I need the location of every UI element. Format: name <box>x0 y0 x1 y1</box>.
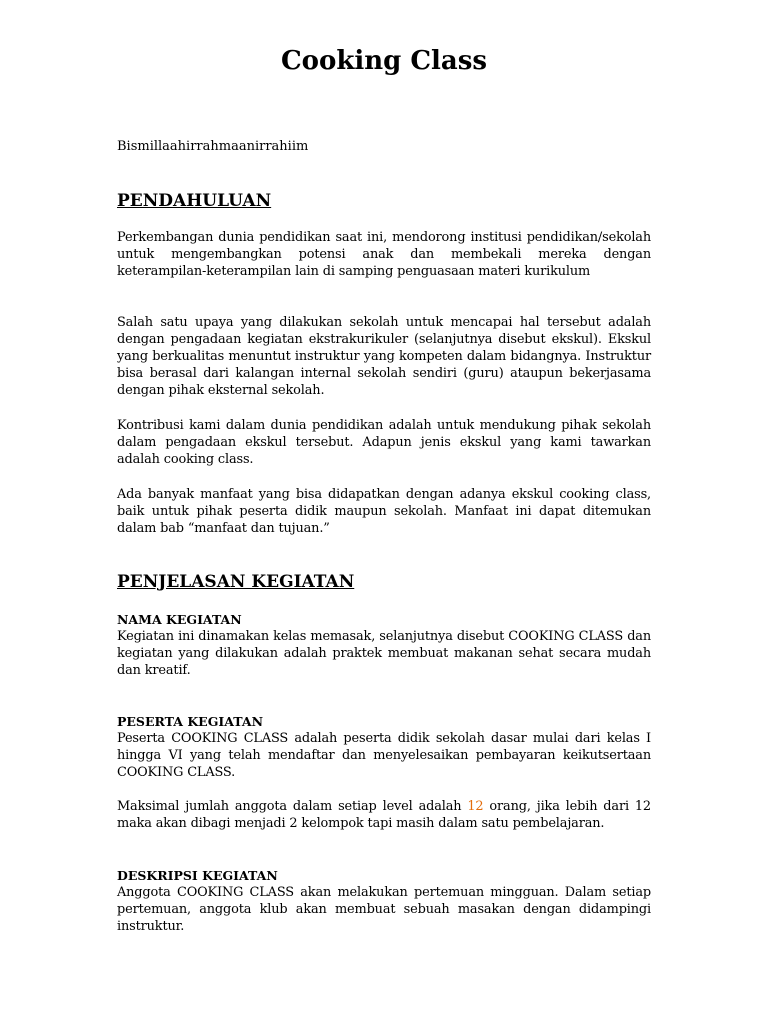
heading-penjelasan-kegiatan: PENJELASAN KEGIATAN <box>117 572 355 592</box>
subheading-peserta-kegiatan: PESERTA KEGIATAN <box>117 714 263 729</box>
subheading-deskripsi-kegiatan: DESKRIPSI KEGIATAN <box>117 868 278 883</box>
subheading-nama-kegiatan: NAMA KEGIATAN <box>117 612 242 627</box>
maksimal-text-after: orang, jika lebih dari 12 maka akan dibagi menjadi 2 kelompok tapi masih dalam satu pembelajaran. <box>117 799 651 831</box>
document-title: Cooking Class <box>280 46 488 76</box>
maksimal-text-before: Maksimal jumlah anggota dalam setiap level adalah <box>117 799 468 814</box>
paragraph-pendahuluan-4: Ada banyak manfaat yang bisa didapatkan dengan adanya ekskul cooking class, baik untuk pihak peserta didik maupun sekolah. Manfaat ini dapat ditemukan dalam bab “manfaat dan tujuan.” <box>117 487 651 536</box>
paragraph-nama-kegiatan: Kegiatan ini dinamakan kelas memasak, selanjutnya disebut COOKING CLASS dan kegiatan yang dilakukan adalah praktek membuat makanan sehat secara mudah dan kreatif. <box>117 629 651 678</box>
paragraph-deskripsi-kegiatan: Anggota COOKING CLASS akan melakukan pertemuan mingguan. Dalam setiap pertemuan, anggota klub akan membuat sebuah masakan dengan didampingi instruktur. <box>117 885 651 934</box>
maksimal-number: 12 <box>467 799 484 814</box>
heading-pendahuluan: PENDAHULUAN <box>117 191 272 211</box>
opening-line: Bismillaahirrahmaanirrahiim <box>117 139 309 154</box>
paragraph-pendahuluan-1: Perkembangan dunia pendidikan saat ini, mendorong institusi pendidikan/sekolah untuk mengembangkan potensi anak dan membekali mereka dengan keterampilan-keterampilan lain di samping penguasaan materi kurikulum <box>117 230 651 279</box>
paragraph-peserta-kegiatan: Peserta COOKING CLASS adalah peserta didik sekolah dasar mulai dari kelas I hingga VI yang telah mendaftar dan menyelesaikan pembayaran keikutsertaan COOKING CLASS. <box>117 731 651 780</box>
paragraph-pendahuluan-3: Kontribusi kami dalam dunia pendidikan adalah untuk mendukung pihak sekolah dalam pengadaan ekskul tersebut. Adapun jenis ekskul yang kami tawarkan adalah cooking class. <box>117 418 651 467</box>
paragraph-pendahuluan-2: Salah satu upaya yang dilakukan sekolah untuk mencapai hal tersebut adalah dengan pengadaan kegiatan ekstrakurikuler (selanjutnya disebut ekskul). Ekskul yang berkualitas menuntut instruktur yang kompeten dalam bidangnya. Instruktur bisa berasal dari kalangan internal sekolah sendiri (guru) ataupun bekerjasama dengan pihak eksternal sekolah. <box>117 315 651 398</box>
paragraph-maksimal-anggota <box>117 798 651 832</box>
